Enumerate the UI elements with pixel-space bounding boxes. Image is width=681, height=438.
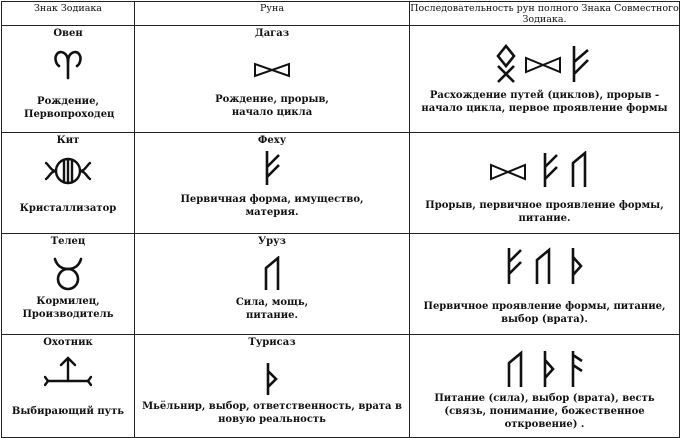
sequence-caption: Прорыв, первичное проявление формы, питание. — [425, 200, 664, 224]
uruz-rune-icon — [573, 153, 585, 187]
uruz-rune-icon — [537, 250, 549, 284]
dagaz-rune-icon — [491, 165, 525, 179]
dagaz-rune-icon — [526, 58, 560, 72]
uruz-rune-icon — [135, 256, 409, 296]
fehu-rune-icon — [135, 149, 409, 191]
sequence-caption: Расхождение путей (циклов), прорыв - начало цикла, первое проявление формы — [421, 90, 668, 114]
taurus-icon — [2, 256, 134, 296]
rune-name: Уруз — [258, 236, 286, 247]
table-row — [2, 234, 680, 335]
sign-caption: Кристаллизатор — [19, 203, 117, 214]
sequence-cell — [410, 26, 680, 133]
sequence-cell — [410, 133, 680, 234]
ansuz-rune-icon — [573, 351, 582, 387]
fehu-rune-icon — [509, 248, 521, 284]
rune-sequence — [410, 349, 679, 393]
sign-name: Охотник — [43, 337, 93, 348]
rune-caption: Мьёльнир, выбор, ответственность, врата в новую реальность — [142, 401, 402, 425]
rune-sequence — [410, 246, 679, 290]
rune-cell — [135, 335, 410, 438]
fehu-rune-icon — [574, 46, 588, 82]
header-sequence: Последовательность рун полного Знака Совместного Зодиака. — [410, 3, 679, 25]
rune-name: Дагаз — [254, 28, 290, 39]
sign-name: Овен — [53, 28, 83, 39]
sign-name: Кит — [56, 135, 80, 146]
table-row — [2, 26, 680, 133]
uruz-rune-icon — [509, 353, 521, 387]
header-zodiac: Знак Зодиака — [2, 2, 135, 26]
fehu-rune-icon — [545, 153, 557, 187]
dagaz-rune-icon — [135, 62, 409, 82]
sequence-caption: Питание (сила), выбор (врата), весть (связь, понимание, божественное откровение) . — [434, 393, 655, 430]
zodiac-rune-table — [1, 1, 680, 438]
rune-caption: Рождение, прорыв, начало цикла — [215, 94, 329, 118]
rune-name: Турисаз — [248, 337, 296, 348]
header-rune: Руна — [135, 2, 410, 26]
rune-sequence — [410, 151, 679, 193]
sequence-caption: Первичное проявление формы, питание, выбор (врата). — [423, 301, 666, 325]
table-header-row — [2, 2, 680, 26]
sign-caption: Кормилец, Производитель — [22, 296, 114, 320]
sequence-cell — [410, 234, 680, 335]
table-row — [2, 133, 680, 234]
rune-cell — [135, 234, 410, 335]
rune-caption: Сила, мощь, питание. — [235, 297, 309, 321]
aries-icon — [2, 46, 134, 86]
othala-rune-icon — [498, 46, 514, 82]
sign-caption: Выбирающий путь — [11, 406, 125, 417]
rune-cell — [135, 133, 410, 234]
rune-cell — [135, 26, 410, 133]
thurisaz-rune-icon — [135, 361, 409, 401]
zodiac-cell — [2, 335, 135, 438]
sign-name: Телец — [50, 236, 86, 247]
sequence-cell — [410, 335, 680, 438]
rune-sequence — [410, 44, 679, 88]
thurisaz-rune-icon — [545, 351, 553, 387]
rune-caption: Первичная форма, имущество, материя. — [180, 194, 364, 218]
thurisaz-rune-icon — [573, 248, 581, 284]
rune-name: Феху — [257, 135, 287, 146]
zodiac-cell — [2, 133, 135, 234]
cetus-icon — [2, 155, 134, 191]
hunter-icon — [2, 355, 134, 391]
sign-caption: Рождение, Первопроходец — [24, 96, 115, 120]
zodiac-cell — [2, 234, 135, 335]
zodiac-cell — [2, 26, 135, 133]
table-row — [2, 335, 680, 438]
